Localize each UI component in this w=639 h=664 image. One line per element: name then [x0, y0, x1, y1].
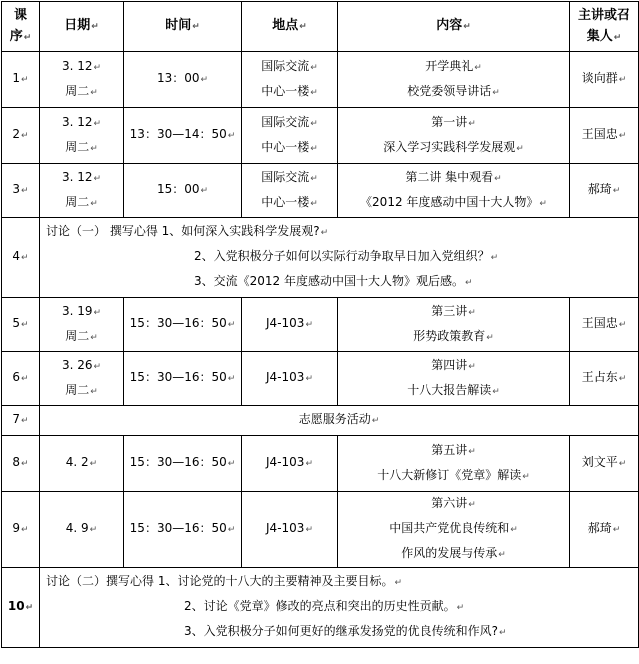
- row-date: 3. 12↵ 周二↵: [40, 164, 124, 218]
- header-speaker: 主讲或召 集人↵: [570, 2, 639, 52]
- row-time: 15：00↵: [124, 164, 242, 218]
- header-place: 地点↵: [242, 2, 338, 52]
- row-no: 7↵: [2, 406, 40, 436]
- row-place: J4-103↵: [242, 352, 338, 406]
- header-content: 内容↵: [338, 2, 570, 52]
- header-no: 课 序↵: [2, 2, 40, 52]
- row-no: 9↵: [2, 492, 40, 568]
- row-content: 第五讲↵ 十八大新修订《党章》解读↵: [338, 436, 570, 492]
- row-no: 10↵: [2, 568, 40, 648]
- row-no: 6↵: [2, 352, 40, 406]
- discussion-topics: 讨论（一） 撰写心得 1、如何深入实践科学发展观?↵ 2、入党积极分子如何以实际行动争取早日加入党组织？↵ 3、交流《2012 年度感动中国十大人物》观后感。↵: [40, 218, 639, 298]
- row-time: 15：30—16：50↵: [124, 298, 242, 352]
- table-row: [2, 52, 639, 108]
- row-place: J4-103↵: [242, 298, 338, 352]
- discussion-row: [2, 218, 639, 298]
- discussion-topics: 讨论（二）撰写心得 1、讨论党的十八大的主要精神及主要目标。↵ 2、讨论《党章》修改的亮点和突出的历史性贡献。↵ 3、入党积极分子如何更好的继承发扬党的优良传统和作风?↵: [40, 568, 639, 648]
- header-row: [2, 2, 639, 52]
- row-time: 15：30—16：50↵: [124, 436, 242, 492]
- table-row: [2, 108, 639, 164]
- schedule-table: [1, 1, 639, 648]
- row-place: J4-103↵: [242, 436, 338, 492]
- row-no: 8↵: [2, 436, 40, 492]
- row-speaker: 郝琦↵: [570, 492, 639, 568]
- row-date: 3. 12↵ 周二↵: [40, 52, 124, 108]
- row-place: 国际交流↵ 中心一楼↵: [242, 164, 338, 218]
- header-time: 时间↵: [124, 2, 242, 52]
- row-content: 第二讲 集中观看↵ 《2012 年度感动中国十大人物》↵: [338, 164, 570, 218]
- row-time: 15：30—16：50↵: [124, 352, 242, 406]
- row-time: 15：30—16：50↵: [124, 492, 242, 568]
- row-place: 国际交流↵ 中心一楼↵: [242, 52, 338, 108]
- row-place: J4-103↵: [242, 492, 338, 568]
- row-no: 3↵: [2, 164, 40, 218]
- row-content: 第三讲↵ 形势政策教育↵: [338, 298, 570, 352]
- table-row: [2, 436, 639, 492]
- table-row: [2, 164, 639, 218]
- discussion-row: [2, 568, 639, 648]
- row-no: 5↵: [2, 298, 40, 352]
- row-speaker: 王国忠↵: [570, 108, 639, 164]
- row-time: 13：30—14：50↵: [124, 108, 242, 164]
- row-speaker: 郝琦↵: [570, 164, 639, 218]
- row-content: 开学典礼↵ 校党委领导讲话↵: [338, 52, 570, 108]
- table-row: [2, 492, 639, 568]
- row-content: 第四讲↵ 十八大报告解读↵: [338, 352, 570, 406]
- row-time: 13：00↵: [124, 52, 242, 108]
- row-place: 国际交流↵ 中心一楼↵: [242, 108, 338, 164]
- activity-row: [2, 406, 639, 436]
- row-content: 第一讲↵ 深入学习实践科学发展观↵: [338, 108, 570, 164]
- table-row: [2, 352, 639, 406]
- row-no: 4↵: [2, 218, 40, 298]
- row-date: 4. 2↵: [40, 436, 124, 492]
- header-date: 日期↵: [40, 2, 124, 52]
- activity-text: 志愿服务活动↵: [40, 406, 639, 436]
- row-date: 4. 9↵: [40, 492, 124, 568]
- row-speaker: 王国忠↵: [570, 298, 639, 352]
- row-no: 2↵: [2, 108, 40, 164]
- row-speaker: 王占东↵: [570, 352, 639, 406]
- row-date: 3. 26↵ 周二↵: [40, 352, 124, 406]
- row-speaker: 刘文平↵: [570, 436, 639, 492]
- table-row: [2, 298, 639, 352]
- row-no: 1↵: [2, 52, 40, 108]
- row-date: 3. 12↵ 周二↵: [40, 108, 124, 164]
- row-date: 3. 19↵ 周二↵: [40, 298, 124, 352]
- row-content: 第六讲↵ 中国共产党优良传统和↵ 作风的发展与传承↵: [338, 492, 570, 568]
- row-speaker: 谈向群↵: [570, 52, 639, 108]
